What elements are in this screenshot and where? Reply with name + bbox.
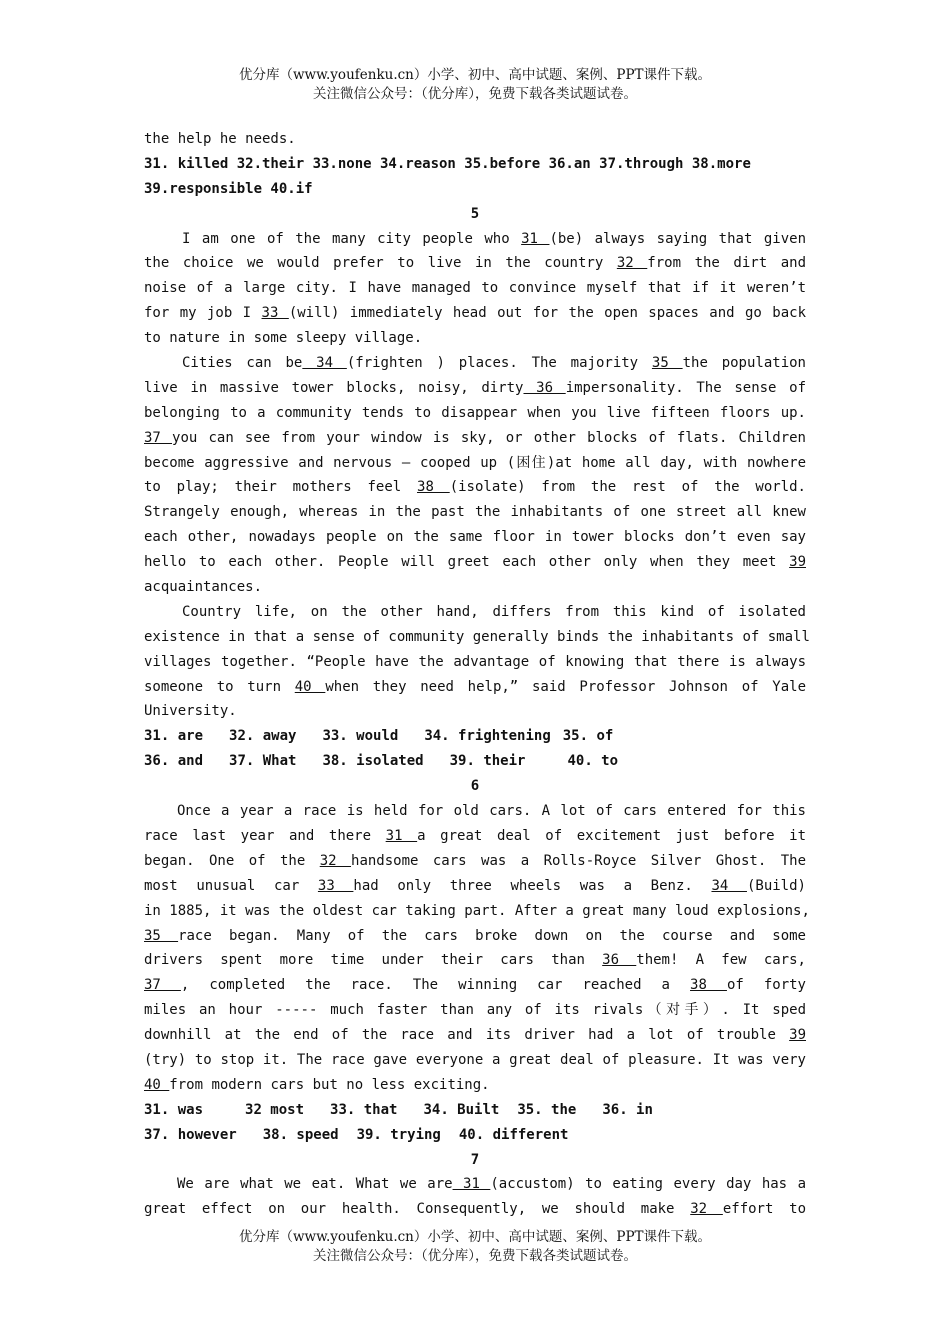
blank-37: 37 xyxy=(144,977,181,994)
s5-p2-line: 37 you can see from your window is sky, or other blocks of flats. Children xyxy=(144,429,806,446)
blank-40: 40 xyxy=(294,678,326,695)
s5-answers-line-2: 36. and 37. What 38. isolated 39. their 40. to xyxy=(144,753,619,770)
s5-p3-line: villages together. “People have the advantage of knowing that there is always xyxy=(144,653,806,670)
s6-line: began. One of the 32 handsome cars was a Rolls-Royce Silver Ghost. The xyxy=(144,852,807,869)
s5-p2-line: Strangely enough, whereas in the past the inhabitants of one street all knew xyxy=(144,504,806,521)
section-7-number: 7 xyxy=(470,1151,480,1168)
s5-p3-line: Country life, on the other hand, differs from this kind of isolated xyxy=(182,603,806,620)
blank-38: 38 xyxy=(690,977,727,994)
s5-p2-line: hello to each other. People will greet each other only when they meet 39 xyxy=(144,554,806,571)
s6-line: in 1885, it was the oldest car taking part. After a great many loud explosions, xyxy=(144,902,810,919)
footer-line-1: 优分库（www.youfenku.cn）小学、初中、高中试题、案例、PPT课件下载。 xyxy=(238,1229,712,1245)
prev-answers-line-2: 39.responsible 40.if xyxy=(144,180,313,197)
page-header xyxy=(0,66,950,104)
blank-36: 36 xyxy=(523,379,566,396)
blank-33: 33 xyxy=(317,877,354,894)
s5-p2-line: belonging to a community tends to disappear when you live fifteen floors up. xyxy=(144,404,806,421)
header-line-2: 关注微信公众号：（优分库），免费下载各类试题试卷。 xyxy=(313,86,637,102)
blank-32: 32 xyxy=(319,852,352,869)
page-footer xyxy=(0,1228,950,1266)
s5-p2-line: each other, nowadays people on the same floor in tower blocks don’t even say xyxy=(144,529,806,546)
section-6-number: 6 xyxy=(470,778,480,795)
s5-p2-line: acquaintances. xyxy=(144,579,263,596)
s5-p1-line: for my job I 33 (will) immediately head out for the open spaces and go back xyxy=(144,305,806,322)
blank-34: 34 xyxy=(711,877,747,894)
s6-line: Once a year a race is held for old cars. A lot of cars entered for this xyxy=(177,803,806,820)
s6-line: most unusual car 33 had only three wheels was a Benz. 34 (Build) xyxy=(144,877,806,894)
blank-32: 32 xyxy=(690,1201,723,1218)
s6-line: miles an hour ----- much faster than any of its rivals（对手）. It sped xyxy=(144,1002,806,1019)
blank-31: 31 xyxy=(385,827,418,844)
s6-line: drivers spent more time under their cars than 36 them! A few cars, xyxy=(144,952,806,969)
blank-32: 32 xyxy=(616,255,648,272)
s5-answers-line-1: 31. are 32. away 33. would 34. frightening 35. of xyxy=(144,728,614,745)
s6-line: 40 from modern cars but no less exciting. xyxy=(144,1076,490,1093)
footer-line-2: 关注微信公众号：（优分库），免费下载各类试题试卷。 xyxy=(313,1248,637,1264)
section-5-number: 5 xyxy=(470,205,480,222)
blank-39: 39 xyxy=(789,554,806,571)
s5-p3-line: existence in that a sense of community generally binds the inhabitants of small xyxy=(144,628,810,645)
s6-answers-line-2: 37. however 38. speed 39. trying 40. different xyxy=(144,1126,569,1143)
blank-31: 31 xyxy=(521,230,550,247)
s5-p2-line: to play; their mothers feel 38 (isolate) from the rest of the world. xyxy=(144,479,806,496)
s5-p2-line: live in massive tower blocks, noisy, dirty 36 impersonality. The sense of xyxy=(144,379,807,396)
s7-line: great effect on our health. Consequently, we should make 32 effort to xyxy=(144,1201,807,1218)
document-body xyxy=(144,127,810,1222)
s5-p2-line: Cities can be 34 (frighten ) places. The majority 35 the population xyxy=(182,355,806,372)
s6-line: race last year and there 31 a great deal of excitement just before it xyxy=(144,827,807,844)
blank-37: 37 xyxy=(144,429,173,446)
blank-34: 34 xyxy=(302,355,347,372)
blank-38: 38 xyxy=(417,479,450,496)
s6-line: 35 race began. Many of the cars broke down on the course and some xyxy=(144,927,806,944)
blank-31: 31 xyxy=(452,1176,491,1193)
s5-p1-line: the choice we would prefer to live in the country 32 from the dirt and xyxy=(144,255,806,272)
s6-line: downhill at the end of the race and its driver had a lot of trouble 39 xyxy=(144,1027,806,1044)
header-line-1: 优分库（www.youfenku.cn）小学、初中、高中试题、案例、PPT课件下载。 xyxy=(238,67,712,83)
s7-line: We are what we eat. What we are 31 (accustom) to eating every day has a xyxy=(177,1176,806,1193)
blank-35: 35 xyxy=(144,927,179,944)
s6-answers-line-1: 31. was 32 most 33. that 34. Built 35. the 36. in xyxy=(144,1101,653,1118)
s6-line: 37 , completed the race. The winning car reached a 38 of forty xyxy=(144,977,806,994)
s5-p2-line: become aggressive and nervous — cooped up (困住)at home all day, with nowhere xyxy=(144,454,806,471)
prev-passage-tail: the help he needs. xyxy=(144,131,296,147)
blank-36: 36 xyxy=(602,952,637,969)
blank-40: 40 xyxy=(144,1076,170,1093)
prev-answers-line-1: 31. killed 32.their 33.none 34.reason 35.before 36.an 37.through 38.more xyxy=(144,155,751,172)
s5-p1-line: to nature in some sleepy village. xyxy=(144,330,423,347)
s5-p3-line: someone to turn 40 when they need help,” said Professor Johnson of Yale xyxy=(144,678,807,695)
s5-p1-line: I am one of the many city people who 31 (be) always saying that given xyxy=(182,230,806,247)
s5-p1-line: noise of a large city. I have managed to convince myself that if it weren’t xyxy=(144,280,806,297)
s5-p3-line: University. xyxy=(144,703,237,720)
blank-39: 39 xyxy=(789,1027,806,1044)
blank-35: 35 xyxy=(651,355,683,372)
blank-33: 33 xyxy=(261,305,289,322)
s6-line: (try) to stop it. The race gave everyone a great deal of pleasure. It was very xyxy=(144,1051,806,1068)
